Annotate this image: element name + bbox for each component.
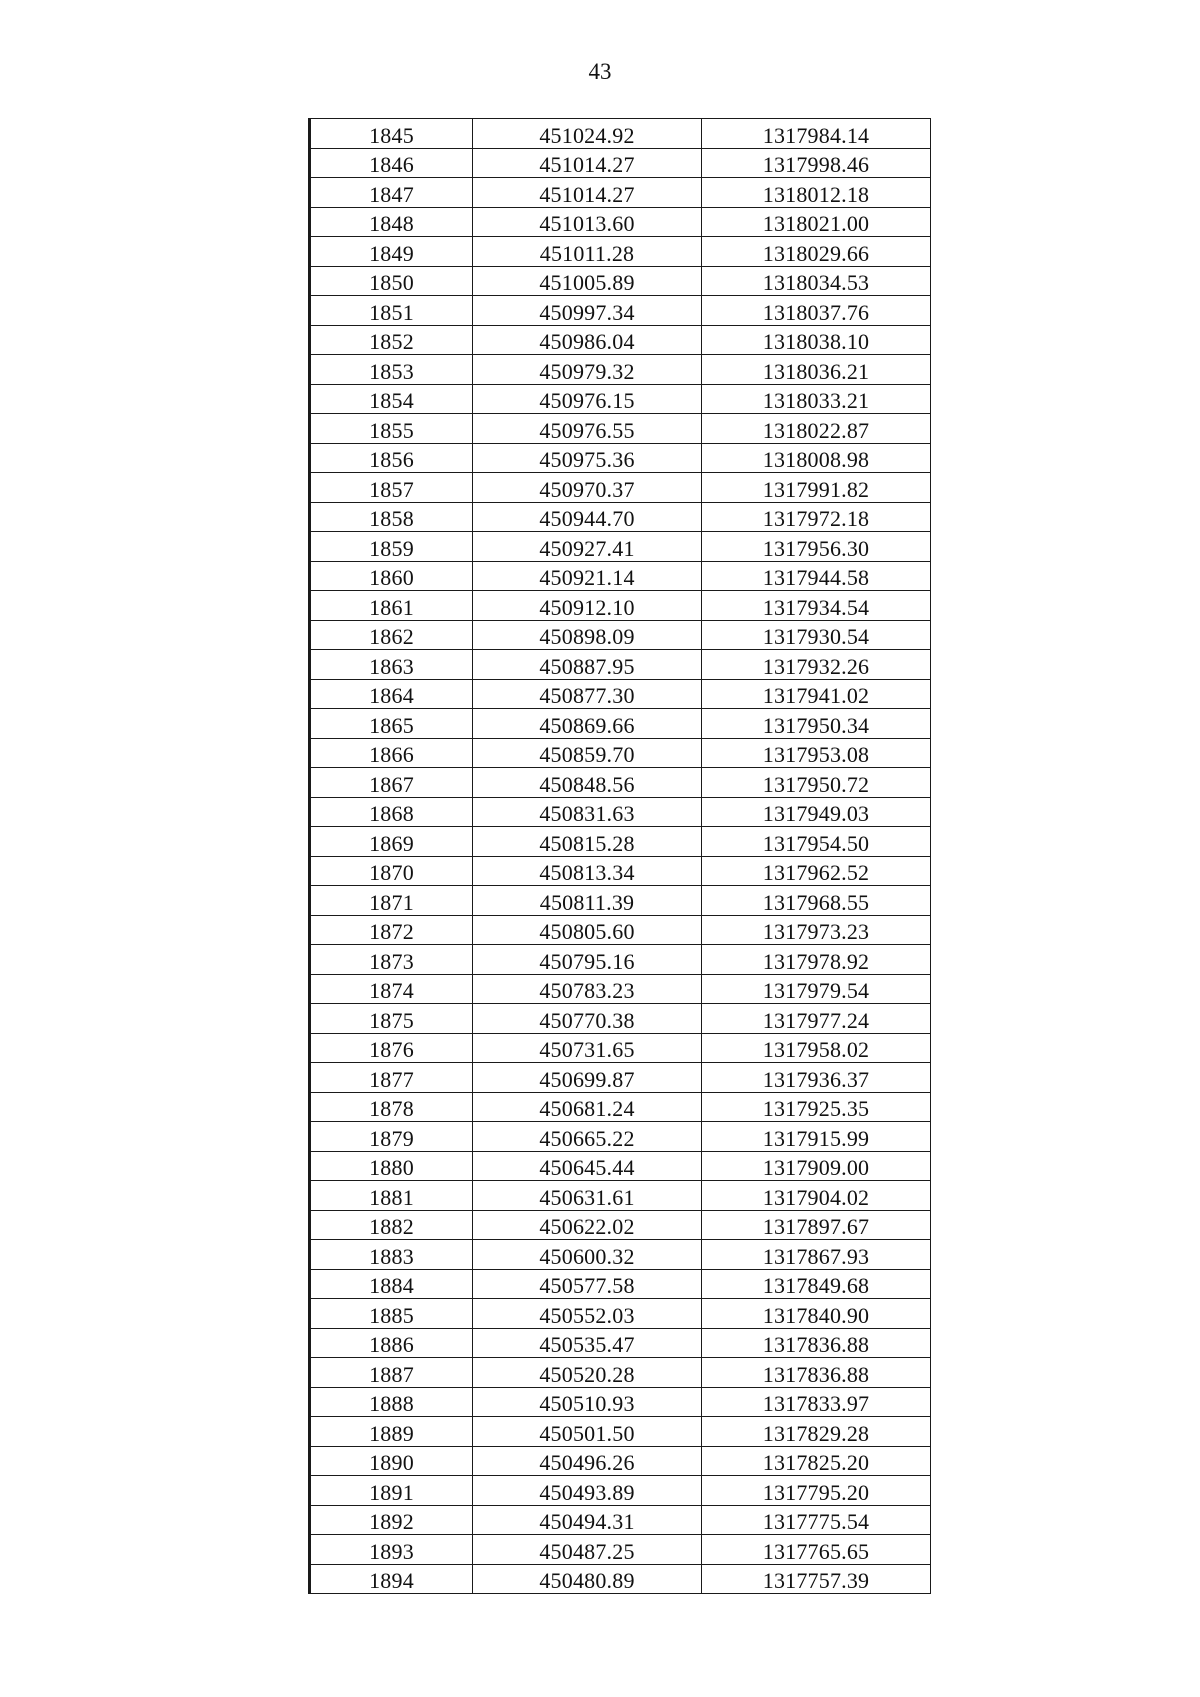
point-number-cell: 1873: [310, 945, 473, 975]
x-coordinate-cell: 451014.27: [473, 148, 702, 178]
point-number-cell: 1879: [310, 1122, 473, 1152]
table-row: [310, 325, 931, 355]
y-coordinate-cell: 1317936.37: [702, 1063, 931, 1093]
x-coordinate-cell: 450699.87: [473, 1063, 702, 1093]
x-coordinate-cell: 450887.95: [473, 650, 702, 680]
point-number-cell: 1885: [310, 1299, 473, 1329]
x-coordinate-cell: 450783.23: [473, 974, 702, 1004]
point-number-cell: 1846: [310, 148, 473, 178]
x-coordinate-cell: 450681.24: [473, 1092, 702, 1122]
x-coordinate-cell: 450976.15: [473, 384, 702, 414]
table-row: [310, 650, 931, 680]
y-coordinate-cell: 1318037.76: [702, 296, 931, 326]
point-number-cell: 1884: [310, 1269, 473, 1299]
point-number-cell: 1872: [310, 915, 473, 945]
x-coordinate-cell: 450520.28: [473, 1358, 702, 1388]
point-number-cell: 1859: [310, 532, 473, 562]
point-number-cell: 1877: [310, 1063, 473, 1093]
point-number-cell: 1845: [310, 119, 473, 149]
x-coordinate-cell: 450912.10: [473, 591, 702, 621]
point-number-cell: 1891: [310, 1476, 473, 1506]
point-number-cell: 1860: [310, 561, 473, 591]
point-number-cell: 1847: [310, 178, 473, 208]
x-coordinate-cell: 450631.61: [473, 1181, 702, 1211]
y-coordinate-cell: 1317956.30: [702, 532, 931, 562]
point-number-cell: 1853: [310, 355, 473, 385]
table-row: [310, 1181, 931, 1211]
x-coordinate-cell: 451011.28: [473, 237, 702, 267]
x-coordinate-cell: 450815.28: [473, 827, 702, 857]
point-number-cell: 1868: [310, 797, 473, 827]
table-row: [310, 768, 931, 798]
point-number-cell: 1848: [310, 207, 473, 237]
table-row: [310, 679, 931, 709]
table-row: [310, 1446, 931, 1476]
table-row: [310, 797, 931, 827]
point-number-cell: 1866: [310, 738, 473, 768]
x-coordinate-cell: 450645.44: [473, 1151, 702, 1181]
x-coordinate-cell: 450480.89: [473, 1564, 702, 1594]
y-coordinate-cell: 1317977.24: [702, 1004, 931, 1034]
point-number-cell: 1849: [310, 237, 473, 267]
y-coordinate-cell: 1317968.55: [702, 886, 931, 916]
x-coordinate-cell: 450665.22: [473, 1122, 702, 1152]
x-coordinate-cell: 450510.93: [473, 1387, 702, 1417]
x-coordinate-cell: 450770.38: [473, 1004, 702, 1034]
table-row: [310, 1004, 931, 1034]
x-coordinate-cell: 450927.41: [473, 532, 702, 562]
y-coordinate-cell: 1318012.18: [702, 178, 931, 208]
table-row: [310, 709, 931, 739]
point-number-cell: 1852: [310, 325, 473, 355]
y-coordinate-cell: 1317849.68: [702, 1269, 931, 1299]
table-row: [310, 1476, 931, 1506]
y-coordinate-cell: 1317930.54: [702, 620, 931, 650]
point-number-cell: 1851: [310, 296, 473, 326]
y-coordinate-cell: 1318033.21: [702, 384, 931, 414]
table-row: [310, 738, 931, 768]
table-row: [310, 1358, 931, 1388]
table-row: [310, 974, 931, 1004]
y-coordinate-cell: 1317950.34: [702, 709, 931, 739]
point-number-cell: 1867: [310, 768, 473, 798]
x-coordinate-cell: 450494.31: [473, 1505, 702, 1535]
table-row: [310, 886, 931, 916]
point-number-cell: 1871: [310, 886, 473, 916]
x-coordinate-cell: 450552.03: [473, 1299, 702, 1329]
table-row: [310, 1328, 931, 1358]
table-row: [310, 1299, 931, 1329]
y-coordinate-cell: 1317909.00: [702, 1151, 931, 1181]
point-number-cell: 1863: [310, 650, 473, 680]
y-coordinate-cell: 1317836.88: [702, 1358, 931, 1388]
y-coordinate-cell: 1317765.65: [702, 1535, 931, 1565]
x-coordinate-cell: 450848.56: [473, 768, 702, 798]
x-coordinate-cell: 451005.89: [473, 266, 702, 296]
y-coordinate-cell: 1317944.58: [702, 561, 931, 591]
y-coordinate-cell: 1318038.10: [702, 325, 931, 355]
coordinates-table-body: [310, 119, 931, 1594]
table-row: [310, 473, 931, 503]
table-row: [310, 1387, 931, 1417]
table-row: [310, 1092, 931, 1122]
y-coordinate-cell: 1318021.00: [702, 207, 931, 237]
table-row: [310, 266, 931, 296]
table-row: [310, 119, 931, 149]
point-number-cell: 1887: [310, 1358, 473, 1388]
table-row: [310, 1210, 931, 1240]
point-number-cell: 1875: [310, 1004, 473, 1034]
point-number-cell: 1880: [310, 1151, 473, 1181]
y-coordinate-cell: 1317972.18: [702, 502, 931, 532]
y-coordinate-cell: 1317962.52: [702, 856, 931, 886]
point-number-cell: 1862: [310, 620, 473, 650]
point-number-cell: 1874: [310, 974, 473, 1004]
y-coordinate-cell: 1317867.93: [702, 1240, 931, 1270]
table-row: [310, 1269, 931, 1299]
table-row: [310, 561, 931, 591]
y-coordinate-cell: 1317925.35: [702, 1092, 931, 1122]
point-number-cell: 1881: [310, 1181, 473, 1211]
table-row: [310, 1417, 931, 1447]
y-coordinate-cell: 1317932.26: [702, 650, 931, 680]
x-coordinate-cell: 450496.26: [473, 1446, 702, 1476]
table-row: [310, 915, 931, 945]
table-row: [310, 827, 931, 857]
point-number-cell: 1864: [310, 679, 473, 709]
x-coordinate-cell: 451014.27: [473, 178, 702, 208]
y-coordinate-cell: 1317998.46: [702, 148, 931, 178]
x-coordinate-cell: 450501.50: [473, 1417, 702, 1447]
y-coordinate-cell: 1317973.23: [702, 915, 931, 945]
table-row: [310, 1564, 931, 1594]
point-number-cell: 1889: [310, 1417, 473, 1447]
x-coordinate-cell: 450997.34: [473, 296, 702, 326]
x-coordinate-cell: 450731.65: [473, 1033, 702, 1063]
table-row: [310, 414, 931, 444]
table-row: [310, 178, 931, 208]
table-row: [310, 1122, 931, 1152]
y-coordinate-cell: 1317984.14: [702, 119, 931, 149]
x-coordinate-cell: 450811.39: [473, 886, 702, 916]
y-coordinate-cell: 1318034.53: [702, 266, 931, 296]
table-row: [310, 355, 931, 385]
x-coordinate-cell: 450869.66: [473, 709, 702, 739]
table-row: [310, 237, 931, 267]
y-coordinate-cell: 1317904.02: [702, 1181, 931, 1211]
y-coordinate-cell: 1317836.88: [702, 1328, 931, 1358]
table-row: [310, 502, 931, 532]
x-coordinate-cell: 450813.34: [473, 856, 702, 886]
x-coordinate-cell: 450622.02: [473, 1210, 702, 1240]
point-number-cell: 1865: [310, 709, 473, 739]
table-row: [310, 1151, 931, 1181]
y-coordinate-cell: 1317915.99: [702, 1122, 931, 1152]
y-coordinate-cell: 1317825.20: [702, 1446, 931, 1476]
point-number-cell: 1892: [310, 1505, 473, 1535]
x-coordinate-cell: 450831.63: [473, 797, 702, 827]
point-number-cell: 1870: [310, 856, 473, 886]
y-coordinate-cell: 1317934.54: [702, 591, 931, 621]
table-row: [310, 384, 931, 414]
x-coordinate-cell: 450921.14: [473, 561, 702, 591]
table-row: [310, 296, 931, 326]
point-number-cell: 1856: [310, 443, 473, 473]
x-coordinate-cell: 450979.32: [473, 355, 702, 385]
x-coordinate-cell: 451013.60: [473, 207, 702, 237]
table-row: [310, 443, 931, 473]
x-coordinate-cell: 450805.60: [473, 915, 702, 945]
table-row: [310, 591, 931, 621]
x-coordinate-cell: 450487.25: [473, 1535, 702, 1565]
x-coordinate-cell: 450976.55: [473, 414, 702, 444]
y-coordinate-cell: 1317795.20: [702, 1476, 931, 1506]
point-number-cell: 1890: [310, 1446, 473, 1476]
point-number-cell: 1883: [310, 1240, 473, 1270]
y-coordinate-cell: 1317953.08: [702, 738, 931, 768]
table-row: [310, 148, 931, 178]
point-number-cell: 1888: [310, 1387, 473, 1417]
point-number-cell: 1893: [310, 1535, 473, 1565]
y-coordinate-cell: 1317840.90: [702, 1299, 931, 1329]
x-coordinate-cell: 451024.92: [473, 119, 702, 149]
point-number-cell: 1869: [310, 827, 473, 857]
y-coordinate-cell: 1317949.03: [702, 797, 931, 827]
table-row: [310, 1063, 931, 1093]
x-coordinate-cell: 450975.36: [473, 443, 702, 473]
y-coordinate-cell: 1318008.98: [702, 443, 931, 473]
table-row: [310, 620, 931, 650]
point-number-cell: 1854: [310, 384, 473, 414]
x-coordinate-cell: 450898.09: [473, 620, 702, 650]
table-row: [310, 856, 931, 886]
y-coordinate-cell: 1318036.21: [702, 355, 931, 385]
x-coordinate-cell: 450795.16: [473, 945, 702, 975]
point-number-cell: 1861: [310, 591, 473, 621]
point-number-cell: 1876: [310, 1033, 473, 1063]
point-number-cell: 1855: [310, 414, 473, 444]
x-coordinate-cell: 450577.58: [473, 1269, 702, 1299]
y-coordinate-cell: 1317775.54: [702, 1505, 931, 1535]
y-coordinate-cell: 1317950.72: [702, 768, 931, 798]
point-number-cell: 1886: [310, 1328, 473, 1358]
y-coordinate-cell: 1318029.66: [702, 237, 931, 267]
x-coordinate-cell: 450877.30: [473, 679, 702, 709]
x-coordinate-cell: 450859.70: [473, 738, 702, 768]
y-coordinate-cell: 1317829.28: [702, 1417, 931, 1447]
point-number-cell: 1858: [310, 502, 473, 532]
x-coordinate-cell: 450600.32: [473, 1240, 702, 1270]
point-number-cell: 1878: [310, 1092, 473, 1122]
x-coordinate-cell: 450970.37: [473, 473, 702, 503]
table-row: [310, 1033, 931, 1063]
page-number: 43: [588, 59, 612, 84]
x-coordinate-cell: 450535.47: [473, 1328, 702, 1358]
table-row: [310, 207, 931, 237]
y-coordinate-cell: 1317978.92: [702, 945, 931, 975]
point-number-cell: 1894: [310, 1564, 473, 1594]
point-number-cell: 1882: [310, 1210, 473, 1240]
table-row: [310, 1535, 931, 1565]
table-row: [310, 532, 931, 562]
x-coordinate-cell: 450986.04: [473, 325, 702, 355]
y-coordinate-cell: 1317757.39: [702, 1564, 931, 1594]
table-row: [310, 945, 931, 975]
y-coordinate-cell: 1317897.67: [702, 1210, 931, 1240]
y-coordinate-cell: 1317941.02: [702, 679, 931, 709]
table-row: [310, 1240, 931, 1270]
coordinates-table: [308, 118, 931, 1594]
point-number-cell: 1857: [310, 473, 473, 503]
x-coordinate-cell: 450944.70: [473, 502, 702, 532]
point-number-cell: 1850: [310, 266, 473, 296]
y-coordinate-cell: 1317991.82: [702, 473, 931, 503]
y-coordinate-cell: 1317958.02: [702, 1033, 931, 1063]
y-coordinate-cell: 1317979.54: [702, 974, 931, 1004]
y-coordinate-cell: 1317833.97: [702, 1387, 931, 1417]
y-coordinate-cell: 1318022.87: [702, 414, 931, 444]
table-row: [310, 1505, 931, 1535]
y-coordinate-cell: 1317954.50: [702, 827, 931, 857]
x-coordinate-cell: 450493.89: [473, 1476, 702, 1506]
